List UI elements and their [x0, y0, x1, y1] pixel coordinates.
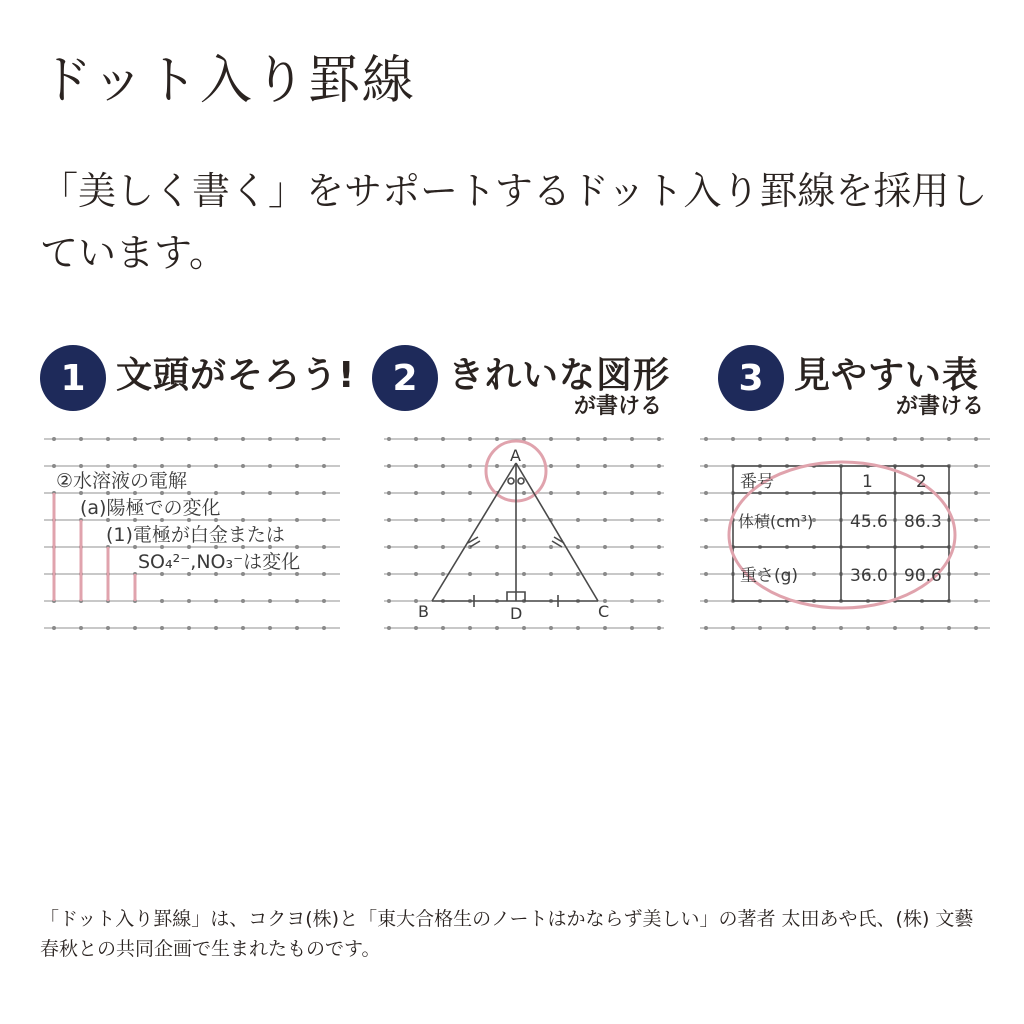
- feature-2: [372, 345, 671, 419]
- example-panel-aligned-text: [44, 425, 340, 640]
- handwriting-line-2: (a)陽極での変化: [80, 497, 221, 519]
- example-panel-table: [700, 425, 990, 640]
- table-header-2: 2: [916, 472, 927, 492]
- table-row-weight-value-1: 36.0: [850, 566, 888, 586]
- feature-3: [718, 345, 984, 419]
- feature-2-subtitle: が書ける: [573, 394, 662, 419]
- page-subtitle: 「美しく書く」をサポートするドット入り罫線を採用しています。: [40, 169, 988, 275]
- dotted-rules: [700, 439, 990, 628]
- feature-1: [40, 345, 356, 415]
- feature-3-subtitle: が書ける: [895, 394, 984, 419]
- vertex-label-c: C: [598, 602, 610, 621]
- vertex-label-a: A: [510, 446, 521, 465]
- feature-2-title: きれいな図形: [448, 355, 671, 396]
- table-row-volume-label: 体積(cm³): [738, 512, 814, 531]
- table-row-weight-value-2: 90.6: [904, 566, 942, 586]
- vertex-label-b: B: [418, 602, 429, 621]
- feature-1-title: 文頭がそろう!: [116, 355, 356, 396]
- table-row-volume-value-1: 45.6: [850, 512, 888, 532]
- table-header-1: 1: [862, 472, 873, 492]
- table-row-weight-label: 重さ(g): [740, 566, 799, 586]
- example-panel-triangle: [384, 425, 664, 640]
- table-header-label: 番号: [740, 472, 774, 492]
- triangle-figure: [432, 463, 598, 607]
- handwriting-line-4: SO₄²⁻,NO₃⁻は変化: [138, 551, 301, 573]
- handwriting-line-3: (1)電極が白金または: [106, 524, 285, 546]
- vertex-label-d: D: [510, 604, 523, 623]
- feature-2-number: 2: [372, 345, 438, 411]
- feature-3-title: 見やすい表: [794, 355, 980, 396]
- feature-1-number: 1: [40, 345, 106, 411]
- handwriting-line-1: ②水溶液の電解: [56, 470, 188, 492]
- footnote: 「ドット入り罫線」は、コクヨ(株)と「東大合格生のノートはかならず美しい」の著者 太田あや氏、(株) 文藝春秋との共同企画で生まれたものです。: [40, 908, 974, 960]
- table-row-volume-value-2: 86.3: [904, 512, 942, 532]
- feature-3-number: 3: [718, 345, 784, 411]
- page-title: ドット入り罫線: [40, 51, 416, 111]
